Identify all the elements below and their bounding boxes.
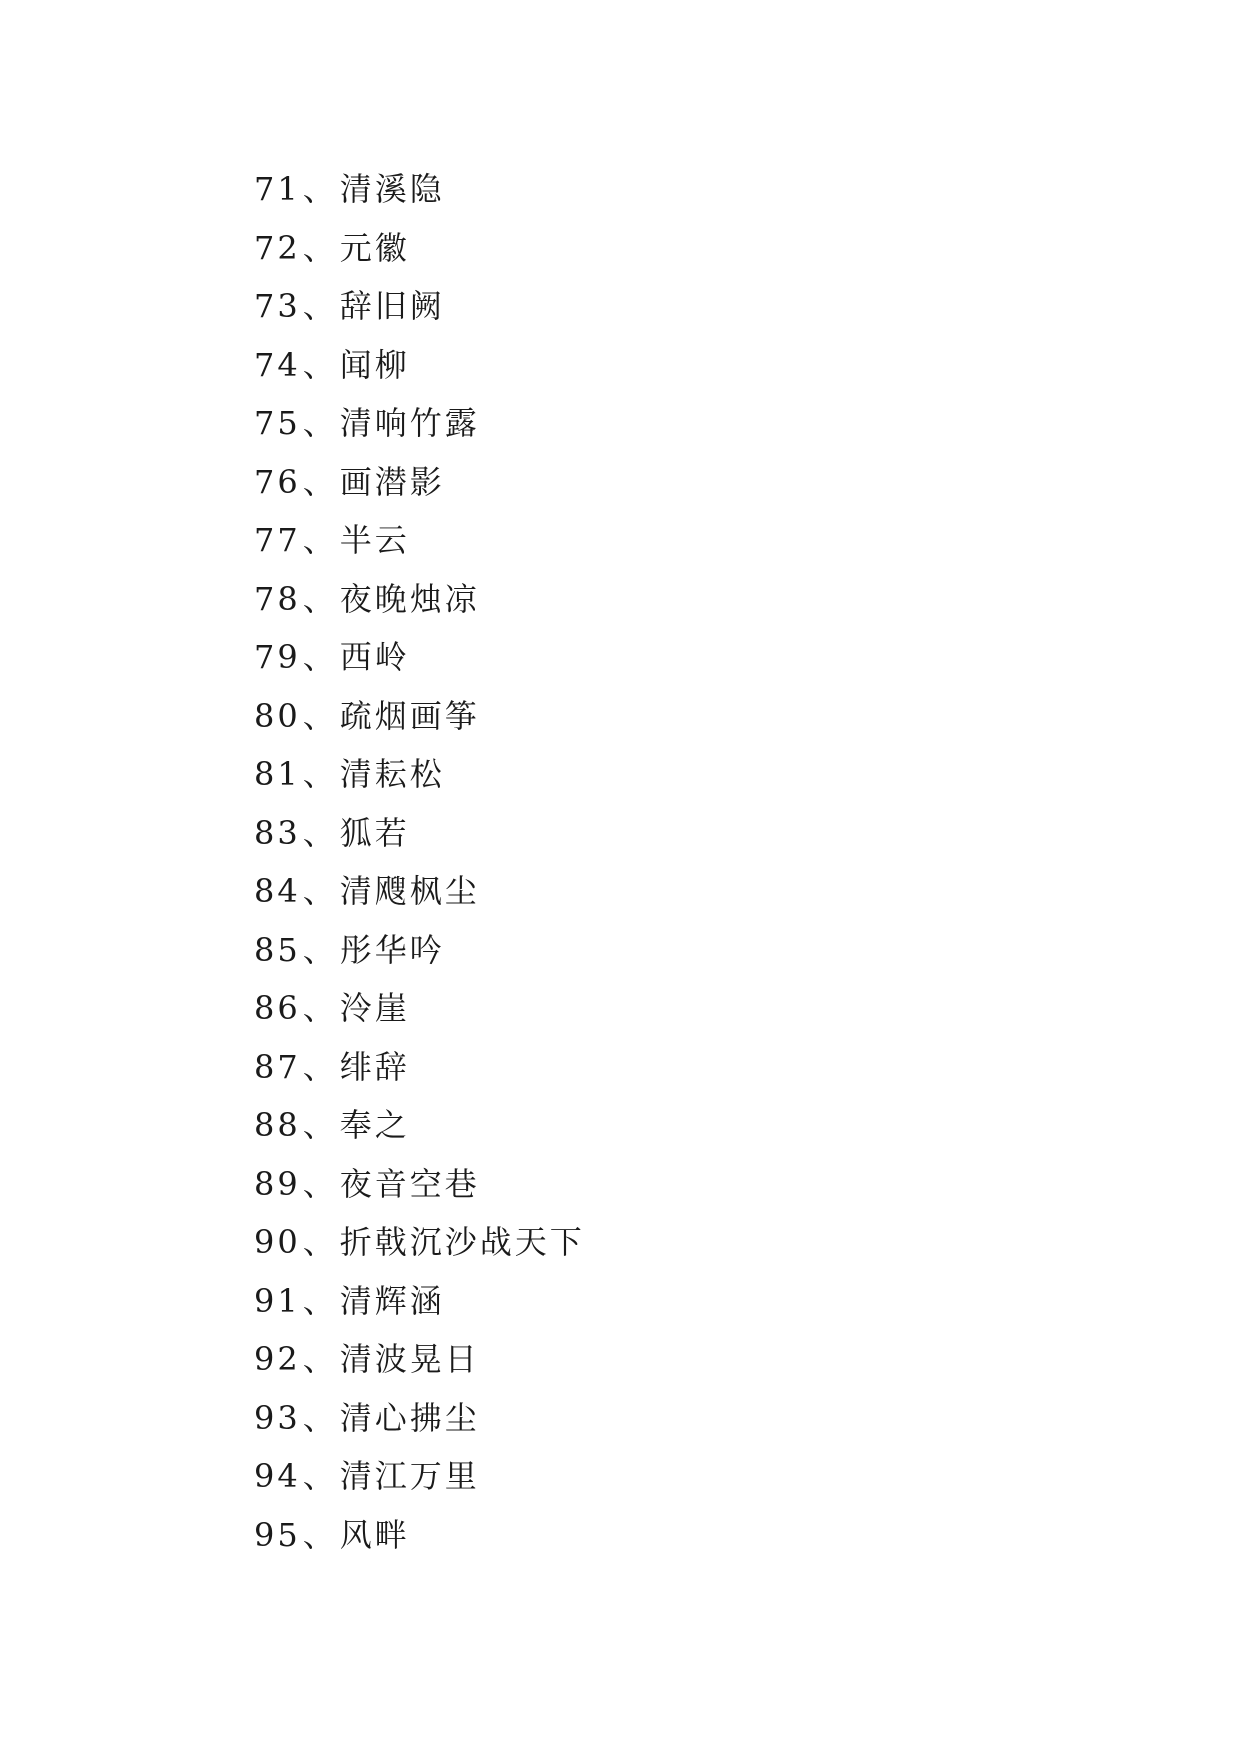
item-number: 93 <box>254 1398 301 1437</box>
list-item <box>254 394 585 453</box>
item-separator: 、 <box>302 462 338 501</box>
item-number: 72 <box>254 228 301 267</box>
item-separator: 、 <box>302 170 338 208</box>
item-number: 74 <box>254 345 301 384</box>
item-name: 狐若 <box>339 813 410 852</box>
item-separator: 、 <box>302 638 338 676</box>
list-item <box>254 1038 585 1097</box>
item-name: 画潜影 <box>339 462 445 501</box>
item-number: 78 <box>254 579 301 618</box>
item-separator: 、 <box>302 872 338 910</box>
item-separator: 、 <box>302 696 338 735</box>
list-item <box>254 1506 585 1565</box>
item-name: 折戟沉沙战天下 <box>339 1223 585 1261</box>
item-name: 奉之 <box>339 1106 410 1144</box>
item-number: 71 <box>254 170 301 208</box>
item-separator: 、 <box>302 755 338 793</box>
list-item <box>254 453 585 512</box>
list-item <box>254 804 585 863</box>
list-item <box>254 1330 585 1389</box>
item-separator: 、 <box>302 228 338 267</box>
item-number: 86 <box>254 989 301 1027</box>
list-item <box>254 277 585 336</box>
item-separator: 、 <box>302 1047 338 1086</box>
item-separator: 、 <box>302 1398 338 1437</box>
list-item <box>254 628 585 687</box>
list-item <box>254 1272 585 1331</box>
list-item <box>254 1447 585 1506</box>
list-item <box>254 862 585 921</box>
item-number: 85 <box>254 930 301 969</box>
item-separator: 、 <box>302 1223 338 1261</box>
item-name: 疏烟画筝 <box>339 696 480 735</box>
item-name: 西岭 <box>339 638 410 676</box>
item-number: 91 <box>254 1281 301 1320</box>
item-number: 89 <box>254 1164 301 1203</box>
item-number: 73 <box>254 287 301 325</box>
item-number: 92 <box>254 1340 301 1378</box>
list-item <box>254 160 585 219</box>
item-separator: 、 <box>302 521 338 559</box>
item-name: 半云 <box>339 521 410 559</box>
item-separator: 、 <box>302 1340 338 1378</box>
item-number: 87 <box>254 1047 301 1086</box>
item-separator: 、 <box>302 1515 338 1554</box>
item-number: 81 <box>254 755 301 793</box>
item-number: 83 <box>254 813 301 852</box>
item-separator: 、 <box>302 287 338 325</box>
item-separator: 、 <box>302 813 338 852</box>
item-name: 元徽 <box>339 228 410 267</box>
item-name: 清耘松 <box>339 755 445 793</box>
item-number: 77 <box>254 521 301 559</box>
item-separator: 、 <box>302 1106 338 1144</box>
item-number: 90 <box>254 1223 301 1261</box>
item-number: 88 <box>254 1106 301 1144</box>
item-name: 清波晃日 <box>339 1340 480 1378</box>
item-name: 清辉涵 <box>339 1281 445 1320</box>
item-name: 风畔 <box>339 1515 410 1554</box>
item-separator: 、 <box>302 930 338 969</box>
list-item <box>254 1096 585 1155</box>
list-item <box>254 921 585 980</box>
item-name: 清飕枫尘 <box>339 872 480 910</box>
item-name: 绯辞 <box>339 1047 410 1086</box>
list-item <box>254 336 585 395</box>
item-name: 闻柳 <box>339 345 410 384</box>
list-item <box>254 745 585 804</box>
item-name: 清江万里 <box>339 1457 480 1495</box>
list-item <box>254 570 585 629</box>
item-number: 94 <box>254 1457 301 1495</box>
item-number: 84 <box>254 872 301 910</box>
item-separator: 、 <box>302 345 338 384</box>
list-item <box>254 687 585 746</box>
list-item <box>254 1389 585 1448</box>
name-list <box>254 160 585 1564</box>
item-name: 泠崖 <box>339 989 410 1027</box>
list-item <box>254 219 585 278</box>
list-item <box>254 979 585 1038</box>
item-separator: 、 <box>302 1164 338 1203</box>
item-name: 清溪隐 <box>339 170 445 208</box>
item-number: 76 <box>254 462 301 501</box>
item-number: 75 <box>254 404 301 442</box>
item-separator: 、 <box>302 1457 338 1495</box>
item-name: 夜晚烛凉 <box>339 579 480 618</box>
item-number: 80 <box>254 696 301 735</box>
item-name: 清响竹露 <box>339 404 480 442</box>
item-separator: 、 <box>302 579 338 618</box>
list-item <box>254 1155 585 1214</box>
item-name: 清心拂尘 <box>339 1398 480 1437</box>
item-number: 95 <box>254 1515 301 1554</box>
item-number: 79 <box>254 638 301 676</box>
item-name: 彤华吟 <box>339 930 445 969</box>
item-name: 夜音空巷 <box>339 1164 480 1203</box>
item-name: 辞旧阙 <box>339 287 445 325</box>
list-item <box>254 1213 585 1272</box>
item-separator: 、 <box>302 404 338 442</box>
list-item <box>254 511 585 570</box>
item-separator: 、 <box>302 989 338 1027</box>
item-separator: 、 <box>302 1281 338 1320</box>
